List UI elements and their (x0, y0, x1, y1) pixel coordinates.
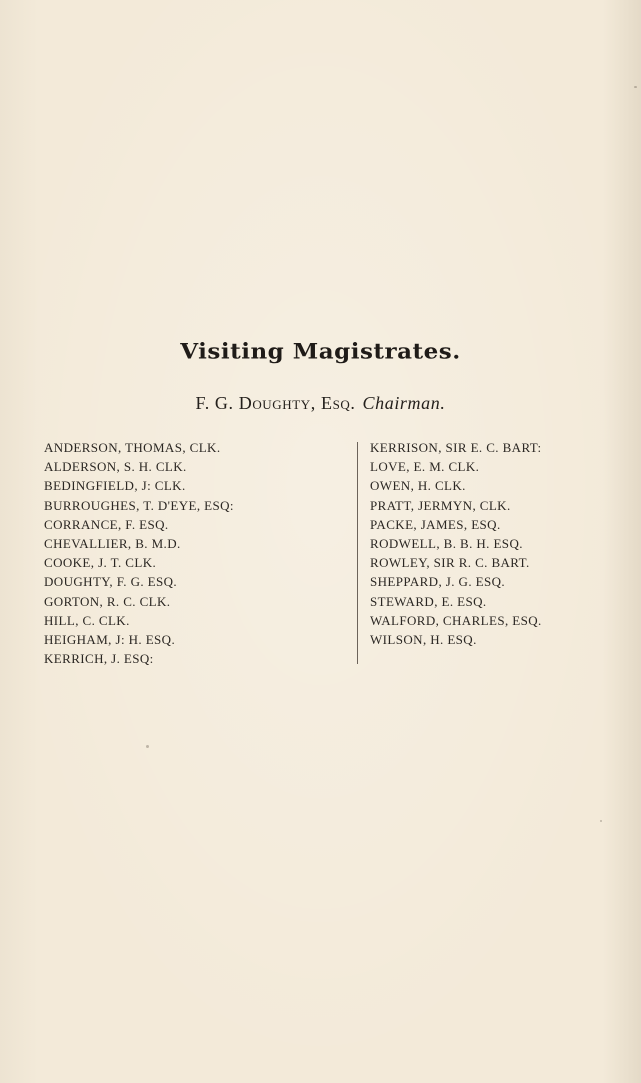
list-item: WALFORD, CHARLES, ESQ. (370, 612, 542, 628)
list-item: KERRISON, SIR E. C. BART: (370, 440, 542, 455)
page-heading: Visiting Magistrates. (180, 338, 461, 365)
paper-speck (634, 86, 637, 88)
list-item: CHEVALLIER, B. M.D. (44, 535, 181, 551)
list-item: PACKE, JAMES, ESQ. (370, 516, 501, 532)
chairman-name: F. G. Doughty, Esq. (195, 393, 356, 413)
list-item: GORTON, R. C. CLK. (44, 593, 171, 609)
list-item: DOUGHTY, F. G. ESQ. (44, 574, 178, 590)
list-item: HEIGHAM, J: H. ESQ. (44, 631, 176, 647)
list-item: ROWLEY, SIR R. C. BART. (370, 555, 530, 571)
list-item: LOVE, E. M. CLK. (370, 459, 480, 475)
list-item: KERRICH, J. ESQ: (44, 651, 154, 667)
list-item: RODWELL, B. B. H. ESQ. (370, 535, 523, 551)
list-item: HILL, C. CLK. (44, 612, 130, 628)
list-item: CORRANCE, F. ESQ. (44, 516, 169, 532)
list-item: BEDINGFIELD, J: CLK. (44, 478, 186, 494)
list-item: ALDERSON, S. H. CLK. (44, 459, 187, 475)
paper-speck (600, 820, 602, 822)
column-divider (357, 442, 358, 664)
list-item: STEWARD, E. ESQ. (370, 593, 487, 609)
paper-speck (146, 745, 149, 748)
magistrates-list-right (370, 438, 542, 649)
list-item: BURROUGHES, T. D'EYE, ESQ: (44, 497, 234, 513)
chairman-role: Chairman. (362, 393, 446, 413)
chairman-line (0, 393, 641, 414)
list-item: OWEN, H. CLK. (370, 478, 466, 494)
list-item: PRATT, JERMYN, CLK. (370, 497, 511, 513)
list-item: COOKE, J. T. CLK. (44, 555, 157, 571)
list-item: WILSON, H. ESQ. (370, 631, 477, 647)
list-item: SHEPPARD, J. G. ESQ. (370, 574, 506, 590)
list-item: ANDERSON, THOMAS, CLK. (44, 440, 221, 455)
magistrates-list-left (44, 438, 234, 668)
